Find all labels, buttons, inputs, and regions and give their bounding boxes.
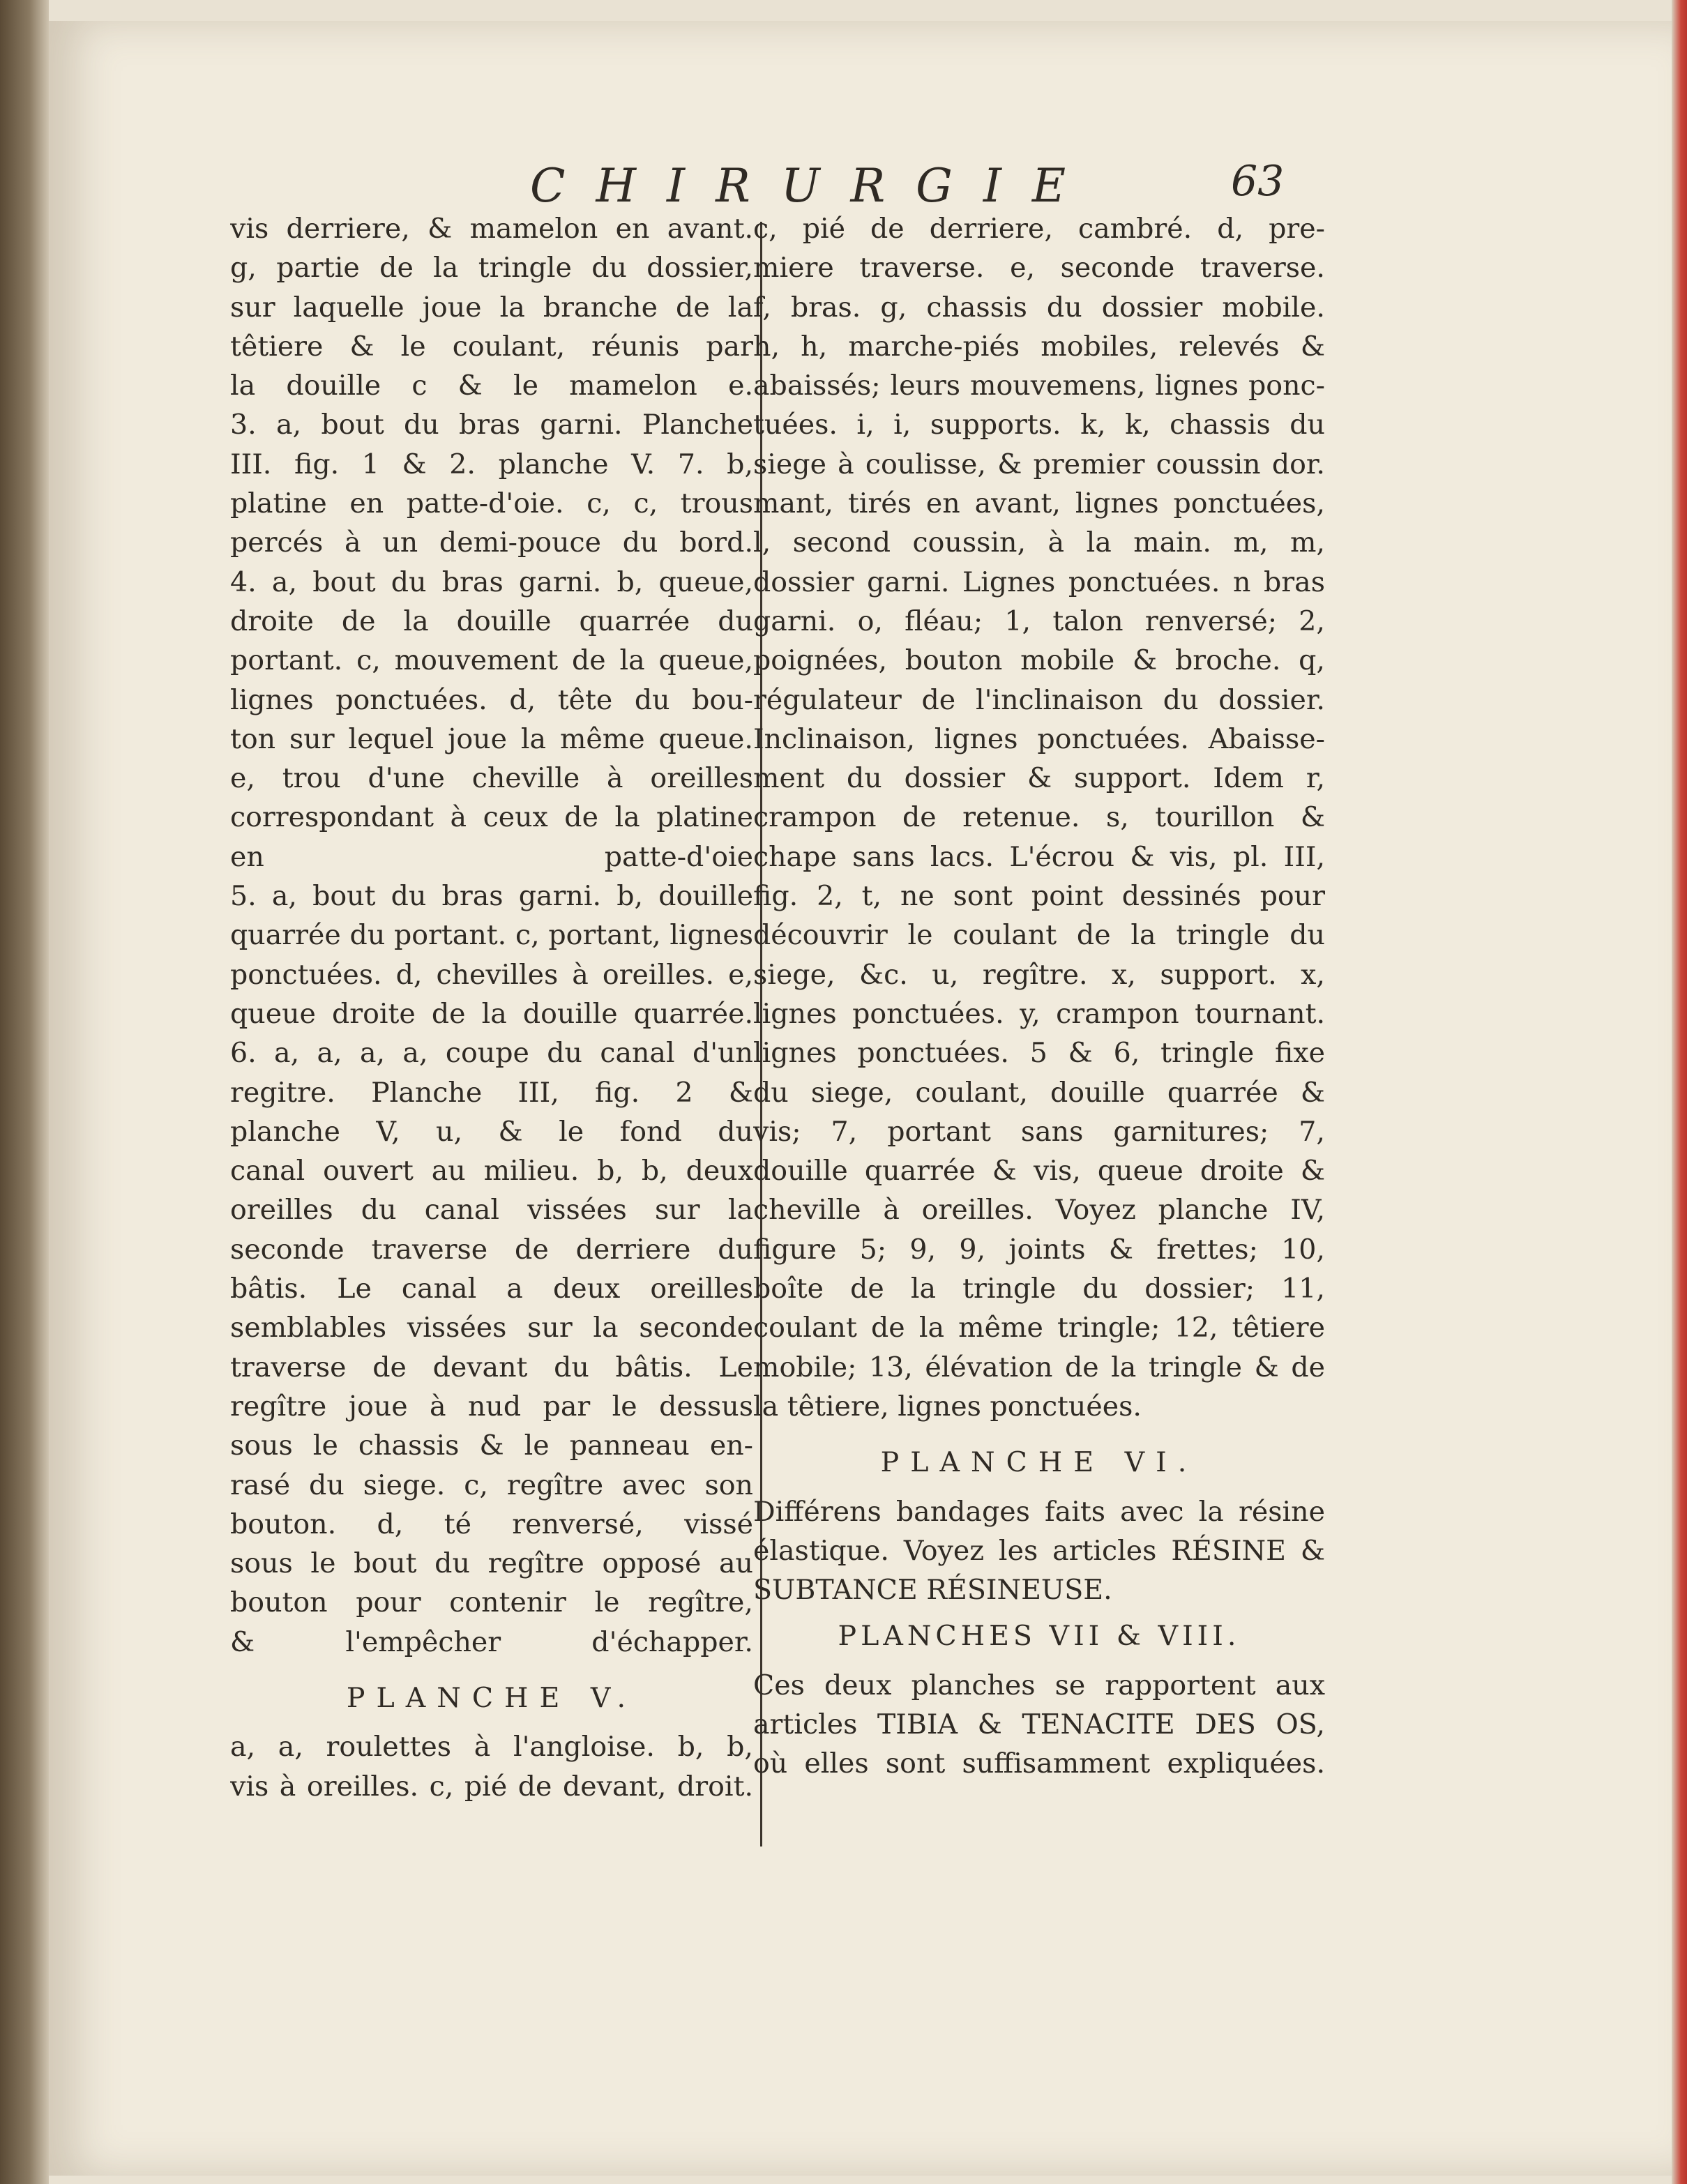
page-edge (1672, 0, 1687, 2184)
text-line: ponctuées. d, chevilles à oreilles. e, (230, 958, 753, 991)
text-line: queue droite de la douille quarrée. (230, 997, 753, 1030)
text-line: ton sur lequel joue la même queue. (230, 722, 753, 755)
text-line: ment du dossier & support. Idem r, (753, 762, 1325, 795)
text-line: bouton pour contenir le regître, (230, 1586, 753, 1619)
text-line: vis à oreilles. c, pié de devant, droit. (230, 1770, 753, 1803)
text-line: g, partie de la tringle du dossier, (230, 252, 753, 285)
book-gutter (0, 0, 49, 2184)
text-line: élastique. Voyez les articles RÉSINE & (753, 1534, 1325, 1567)
planche-v-text (230, 1727, 753, 1806)
left-column (230, 209, 753, 1806)
text-line: articles TIBIA & TENACITE DES OS, (753, 1708, 1325, 1741)
text-line: figure 5; 9, 9, joints & frettes; 10, (753, 1233, 1325, 1266)
text-line: Différens bandages faits avec la résine (753, 1495, 1325, 1528)
text-line: fig. 2, t, ne sont point dessinés pour (753, 880, 1325, 913)
text-line: percés à un demi-pouce du bord. (230, 526, 753, 559)
text-line: bâtis. Le canal a deux oreilles (230, 1273, 753, 1305)
text-line: miere traverse. e, seconde traverse. (753, 252, 1325, 285)
text-line: boîte de la tringle du dossier; 11, (753, 1273, 1325, 1305)
text-line: garni. o, fléau; 1, talon renversé; 2, (753, 605, 1325, 637)
text-line: têtiere & le coulant, réunis par (230, 330, 753, 363)
text-line: découvrir le coulant de la tringle du (753, 919, 1325, 952)
text-line: siege, &c. u, regître. x, support. x, (753, 958, 1325, 991)
text-line: abaissés; leurs mouvemens, lignes ponc- (753, 370, 1325, 402)
text-line: siege à coulisse, & premier coussin dor. (753, 448, 1325, 480)
right-text-block (753, 209, 1325, 1426)
text-line: dossier garni. Lignes ponctuées. n bras (753, 566, 1325, 598)
text-line: rasé du siege. c, regître avec son (230, 1469, 753, 1501)
text-line: 5. a, bout du bras garni. b, douille (230, 880, 753, 913)
planche-vi-text (753, 1492, 1325, 1610)
text-line: sous le bout du regître opposé au (230, 1547, 753, 1580)
text-line: 6. a, a, a, a, coupe du canal d'un (230, 1037, 753, 1070)
text-line: e, trou d'une cheville à oreilles (230, 762, 753, 795)
text-line: quarrée du portant. c, portant, lignes (230, 919, 753, 952)
left-text-block (230, 209, 753, 1662)
text-line: canal ouvert au milieu. b, b, deux (230, 1155, 753, 1188)
text-line: & l'empêcher d'échapper. (230, 1625, 753, 1658)
text-line: c, pié de derriere, cambré. d, pre- (753, 213, 1325, 245)
text-line: 3. a, bout du bras garni. Planche (230, 409, 753, 441)
text-line: III. fig. 1 & 2. planche V. 7. b, (230, 448, 753, 480)
text-line: mant, tirés en avant, lignes ponctuées, (753, 487, 1325, 520)
text-line: semblables vissées sur la seconde (230, 1312, 753, 1344)
text-line: correspondant à ceux de la platine (230, 801, 753, 834)
text-line: seconde traverse de derriere du (230, 1233, 753, 1266)
right-column (753, 209, 1325, 1784)
text-line: douille quarrée & vis, queue droite & (753, 1155, 1325, 1188)
text-line: l, second coussin, à la main. m, m, (753, 526, 1325, 559)
text-line: SUBTANCE RÉSINEUSE. (753, 1574, 1112, 1607)
text-line: sur laquelle joue la branche de la (230, 291, 753, 324)
running-title: CHIRURGIE (530, 159, 1097, 213)
text-line: droite de la douille quarrée du (230, 605, 753, 637)
text-line: sous le chassis & le panneau en- (230, 1430, 753, 1462)
text-line: traverse de devant du bâtis. Le (230, 1351, 753, 1383)
text-line: platine en patte-d'oie. c, c, trous (230, 487, 753, 520)
text-line: oreilles du canal vissées sur la (230, 1194, 753, 1227)
planche-vi-heading: PLANCHE VI. (880, 1446, 1198, 1479)
text-line: a, a, roulettes à l'angloise. b, b, (230, 1731, 753, 1764)
text-line: regître joue à nud par le dessus (230, 1390, 753, 1423)
text-line: regitre. Planche III, fig. 2 & (230, 1076, 753, 1109)
page-number: 63 (1231, 157, 1285, 206)
text-line: portant. c, mouvement de la queue, (230, 644, 753, 677)
planche-vii-viii-heading: PLANCHES VII & VIII. (838, 1620, 1241, 1653)
text-line: la douille c & le mamelon e. (230, 370, 753, 402)
text-line: h, h, marche-piés mobiles, relevés & (753, 330, 1325, 363)
text-line: Ces deux planches se rapportent aux (753, 1669, 1325, 1701)
text-line: crampon de retenue. s, tourillon & (753, 801, 1325, 834)
text-line: planche V, u, & le fond du (230, 1115, 753, 1148)
text-line: Inclinaison, lignes ponctuées. Abaisse- (753, 722, 1325, 755)
text-line: vis derriere, & mamelon en avant. (230, 213, 753, 245)
text-line: où elles sont suffisamment expliquées. (753, 1747, 1325, 1780)
text-line: la têtiere, lignes ponctuées. (753, 1390, 1142, 1423)
text-line: cheville à oreilles. Voyez planche IV, (753, 1194, 1325, 1227)
text-line: coulant de la même tringle; 12, têtiere (753, 1312, 1325, 1344)
text-line: lignes ponctuées. y, crampon tournant. (753, 997, 1325, 1030)
text-line: f, bras. g, chassis du dossier mobile. (753, 291, 1325, 324)
text-line: tuées. i, i, supports. k, k, chassis du (753, 409, 1325, 441)
planche-vii-viii-text (753, 1666, 1325, 1784)
text-line: en patte-d'oie (230, 840, 753, 873)
text-line: poignées, bouton mobile & broche. q, (753, 644, 1325, 677)
text-line: lignes ponctuées. 5 & 6, tringle fixe (753, 1037, 1325, 1070)
text-line: bouton. d, té renversé, vissé (230, 1508, 753, 1540)
text-line: chape sans lacs. L'écrou & vis, pl. III, (753, 840, 1325, 873)
planche-v-heading: PLANCHE V. (346, 1681, 637, 1714)
text-line: lignes ponctuées. d, tête du bou- (230, 683, 753, 716)
text-line: régulateur de l'inclinaison du dossier. (753, 683, 1325, 716)
text-line: 4. a, bout du bras garni. b, queue, (230, 566, 753, 598)
text-line: vis; 7, portant sans garnitures; 7, (753, 1115, 1325, 1148)
text-line: mobile; 13, élévation de la tringle & de (753, 1351, 1325, 1383)
text-line: du siege, coulant, douille quarrée & (753, 1076, 1325, 1109)
